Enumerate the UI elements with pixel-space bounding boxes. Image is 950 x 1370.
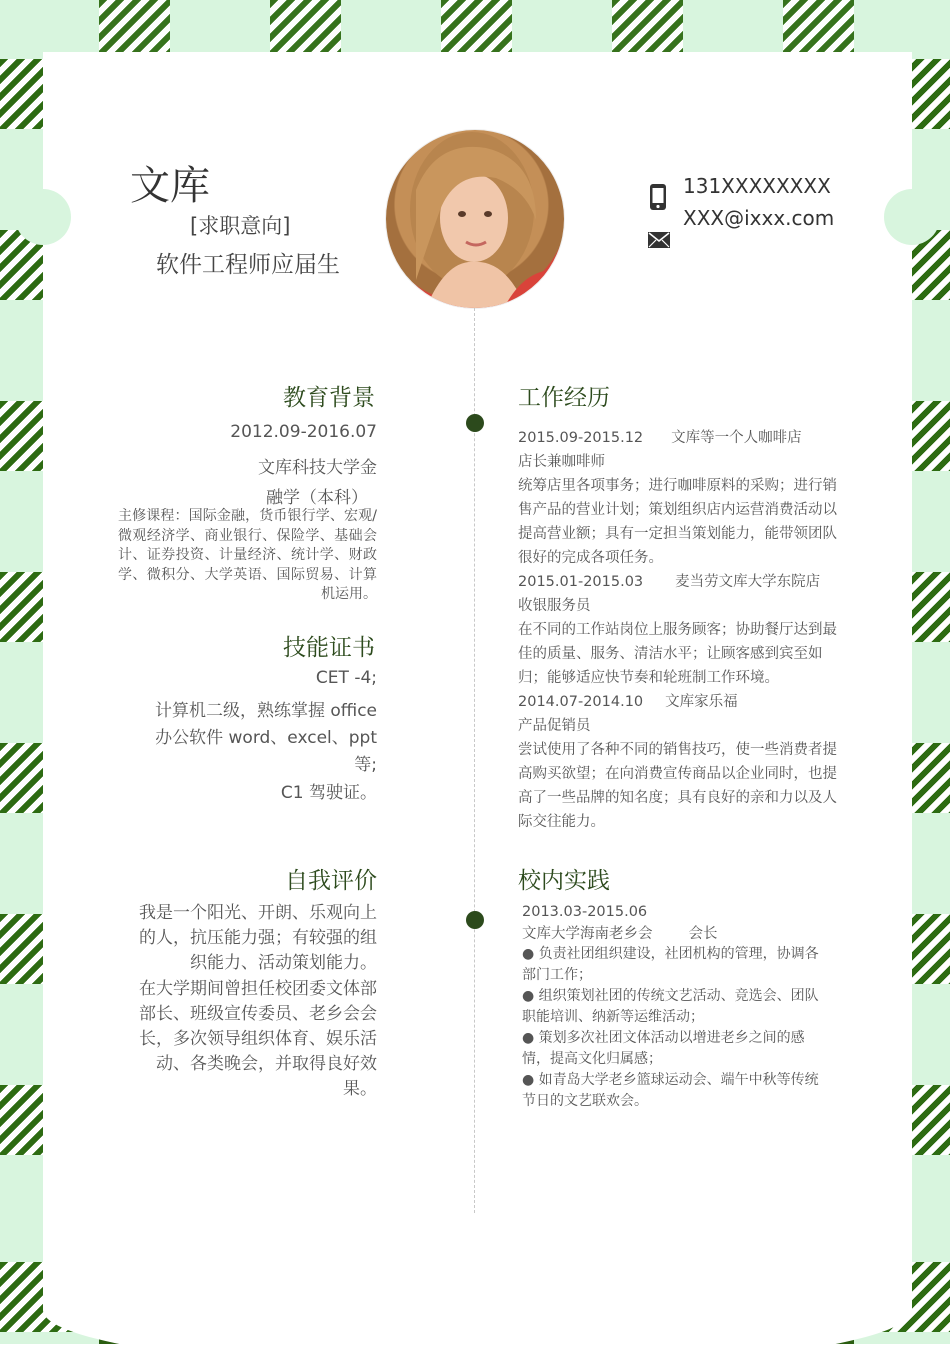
skills-heading: 技能证书 <box>283 635 375 661</box>
list-item: ● 如青岛大学老乡篮球运动会、端午中秋等传统节日的文艺联欢会。 <box>522 1072 819 1109</box>
email-address: XXX@ixxx.com <box>683 206 835 230</box>
list-item: ● 负责社团组织建设，社团机构的管理，协调各部门工作； <box>522 946 819 983</box>
job-header: 2015.09-2015.12 文库等一个人咖啡店 <box>518 430 802 446</box>
job-role: 店长兼咖啡师 <box>518 454 605 470</box>
self-evaluation-2: 在大学期间曾担任校团委文体部部长、班级宣传委员、老乡会会长，多次领导组织体育、娱乐活动、各类晚会，并取得良好效果。 <box>139 979 377 1099</box>
profile-photo <box>386 130 564 308</box>
skill-driving: C1 驾驶证。 <box>280 783 377 803</box>
skill-computer: 计算机二级，熟练掌握 office 办公软件 word、excel、ppt 等; <box>154 701 377 775</box>
practice-header <box>522 901 842 945</box>
self-heading: 自我评价 <box>285 868 377 894</box>
practice-heading: 校内实践 <box>518 868 610 894</box>
job-description: 尝试使用了各种不同的销售技巧，使一些消费者提高购买欲望；在向消费宣传商品以企业同时，也提高了一些品牌的知名度；具有良好的亲和力以及人际交往能力。 <box>518 742 837 830</box>
work-heading: 工作经历 <box>518 385 610 411</box>
phone-number: 131XXXXXXXX <box>683 174 831 198</box>
mail-icon <box>648 232 670 248</box>
job-role: 收银服务员 <box>518 598 591 614</box>
paper-notch-left <box>15 189 71 245</box>
education-major: 融学（本科） <box>266 488 368 508</box>
job-description: 在不同的工作站岗位上服务顾客；协助餐厅达到最佳的质量、服务、清洁水平；让顾客感到宾至如归；能够适应快节奏和轮班制工作环境。 <box>518 622 837 686</box>
job-role: 产品促销员 <box>518 718 591 734</box>
candidate-name: 文库 <box>130 163 210 209</box>
education-heading: 教育背景 <box>283 385 375 411</box>
list-item: ● 策划多次社团文体活动以增进老乡之间的感情，提高文化归属感； <box>522 1030 805 1067</box>
skill-cet: CET -4; <box>315 668 377 688</box>
practice-list <box>522 944 832 1112</box>
list-item: ● 组织策划社团的传统文艺活动、竞选会、团队职能培训、纳新等运维活动； <box>522 988 819 1025</box>
self-evaluation-1: 我是一个阳光、开朗、乐观向上的人，抗压能力强；有较强的组织能力、活动策划能力。 <box>139 903 377 973</box>
timeline-line <box>474 308 475 1213</box>
intent-label: [求职意向] <box>190 214 291 238</box>
education-courses: 主修课程：国际金融，货币银行学、宏观/微观经济学、商业银行、保险学、基础会计、证券投资、计量经济、统计学、财政学、微积分、大学英语、国际贸易、计算机运用。 <box>118 508 377 602</box>
job-description: 统筹店里各项事务；进行咖啡原料的采购；进行销售产品的营业计划；策划组织店内运营消费活动以提高营业额；具有一定担当策划能力，能带领团队很好的完成各项任务。 <box>518 478 837 566</box>
work-list <box>518 426 838 834</box>
practice-org: 文库大学海南老乡会 会长 <box>522 926 718 942</box>
practice-period: 2013.03-2015.06 <box>522 904 648 920</box>
timeline-dot <box>466 911 484 929</box>
job-intent: 软件工程师应届生 <box>156 252 340 278</box>
phone-icon <box>649 183 667 211</box>
job-header: 2014.07-2014.10 文库家乐福 <box>518 694 738 710</box>
education-period: 2012.09-2016.07 <box>230 422 377 442</box>
paper-notch-right <box>884 189 940 245</box>
education-school: 文库科技大学金 <box>258 458 377 478</box>
paper-bottom-wave <box>43 1230 912 1300</box>
job-header: 2015.01-2015.03 麦当劳文库大学东院店 <box>518 574 821 590</box>
timeline-dot <box>466 414 484 432</box>
